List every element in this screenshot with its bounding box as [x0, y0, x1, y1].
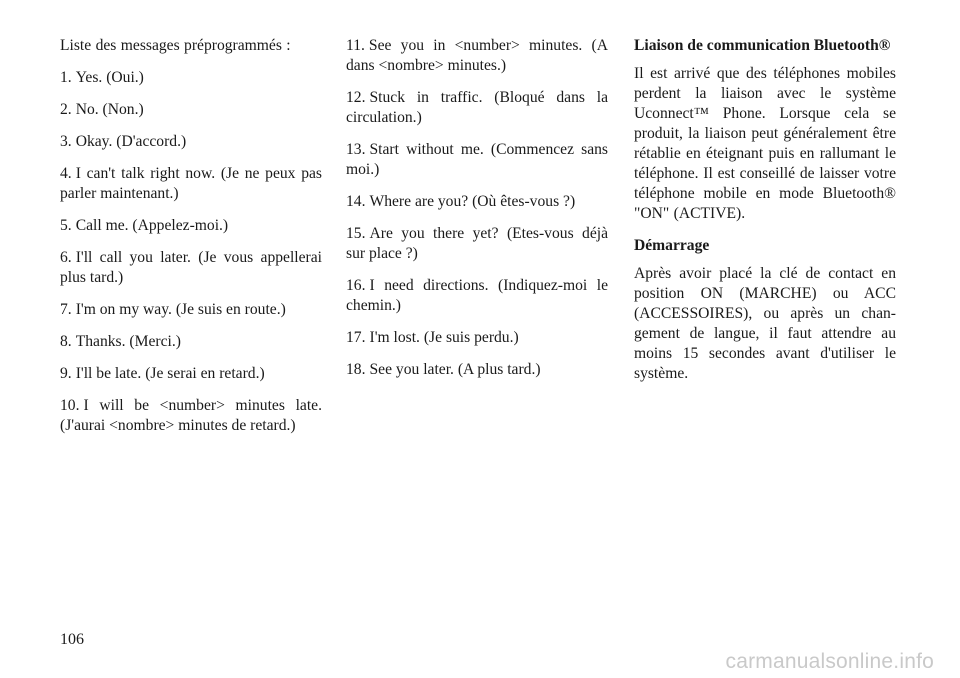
item-text: I'll be late. (Je serai en retard.): [75, 365, 265, 382]
list-item: [60, 164, 322, 204]
list-item: [346, 328, 608, 348]
demarrage-paragraph: Après avoir placé la clé de contact en position ON (MARCHE) ou ACC (ACCESSOIRES), ou après un changement de langue, il faut attendre au moins 15 secondes avant d'utiliser le système.: [634, 265, 896, 382]
item-number: 13.: [346, 141, 366, 158]
list-item: [346, 360, 608, 380]
item-number: 11.: [346, 37, 365, 54]
item-text: Are you there yet? (Etes-vous déjà sur place ?): [346, 225, 608, 262]
watermark: carmanualsonline.info: [725, 650, 934, 673]
item-text: I'm on my way. (Je suis en route.): [75, 301, 286, 318]
list-item: [346, 36, 608, 76]
item-number: 5.: [60, 217, 72, 234]
item-number: 9.: [60, 365, 72, 382]
item-number: 3.: [60, 133, 72, 150]
list-item: [346, 140, 608, 180]
item-number: 15.: [346, 225, 366, 242]
list-item: [60, 68, 322, 88]
list-item: [346, 88, 608, 128]
list-item: [60, 396, 322, 436]
section-heading-demarrage: Démarrage: [634, 237, 710, 254]
list-item: [60, 100, 322, 120]
item-text: I will be <number> minutes late. (J'aurai <nombre> minutes de retard.): [60, 397, 322, 434]
item-number: 4.: [60, 165, 72, 182]
item-text: I'll call you later. (Je vous appellerai plus tard.): [60, 249, 322, 286]
item-text: See you later. (A plus tard.): [369, 361, 541, 378]
column-middle: [346, 36, 608, 392]
item-text: See you in <number> minutes. (A dans <nombre> minutes.): [346, 37, 608, 74]
item-number: 17.: [346, 329, 366, 346]
item-text: Stuck in traffic. (Bloqué dans la circulation.): [346, 89, 608, 126]
item-number: 14.: [346, 193, 366, 210]
item-number: 18.: [346, 361, 366, 378]
list-item: [346, 192, 608, 212]
list-item: [346, 224, 608, 264]
list-item: [60, 300, 322, 320]
item-number: 6.: [60, 249, 72, 266]
section-heading-bluetooth: Liaison de communication Bluetooth®: [634, 37, 891, 54]
item-text: Call me. (Appelez-moi.): [75, 217, 229, 234]
item-text: Start without me. (Commencez sans moi.): [346, 141, 608, 178]
bluetooth-paragraph: Il est arrivé que des téléphones mobiles perdent la liaison avec le système Uconnect™ Phone. Lorsque cela se produit, la liaison peut généralement être rétablie en éteignant puis en rallumant le téléphone. Il est conseillé de laisser votre téléphone mobile en mode Bluetooth® "ON" (ACTIVE).: [634, 65, 896, 222]
item-number: 2.: [60, 101, 72, 118]
column-left: [60, 36, 322, 448]
list-item: [60, 248, 322, 288]
list-item: [60, 132, 322, 152]
item-text: Where are you? (Où êtes-vous ?): [369, 193, 576, 210]
item-text: Yes. (Oui.): [75, 69, 144, 86]
item-text: Thanks. (Merci.): [75, 333, 181, 350]
item-number: 12.: [346, 89, 366, 106]
list-intro: Liste des messages préprogrammés :: [60, 37, 291, 54]
page-number: 106: [60, 631, 84, 648]
item-text: Okay. (D'accord.): [75, 133, 187, 150]
item-number: 1.: [60, 69, 72, 86]
list-item: [60, 364, 322, 384]
item-number: 10.: [60, 397, 80, 414]
item-text: I'm lost. (Je suis perdu.): [369, 329, 519, 346]
column-right: [634, 36, 896, 396]
item-text: I can't talk right now. (Je ne peux pas parler maintenant.): [60, 165, 322, 202]
item-text: No. (Non.): [75, 101, 144, 118]
item-text: I need directions. (Indiquez-moi le chemin.): [346, 277, 608, 314]
item-number: 8.: [60, 333, 72, 350]
item-number: 16.: [346, 277, 366, 294]
list-item: [60, 216, 322, 236]
list-item: [346, 276, 608, 316]
list-item: [60, 332, 322, 352]
item-number: 7.: [60, 301, 72, 318]
